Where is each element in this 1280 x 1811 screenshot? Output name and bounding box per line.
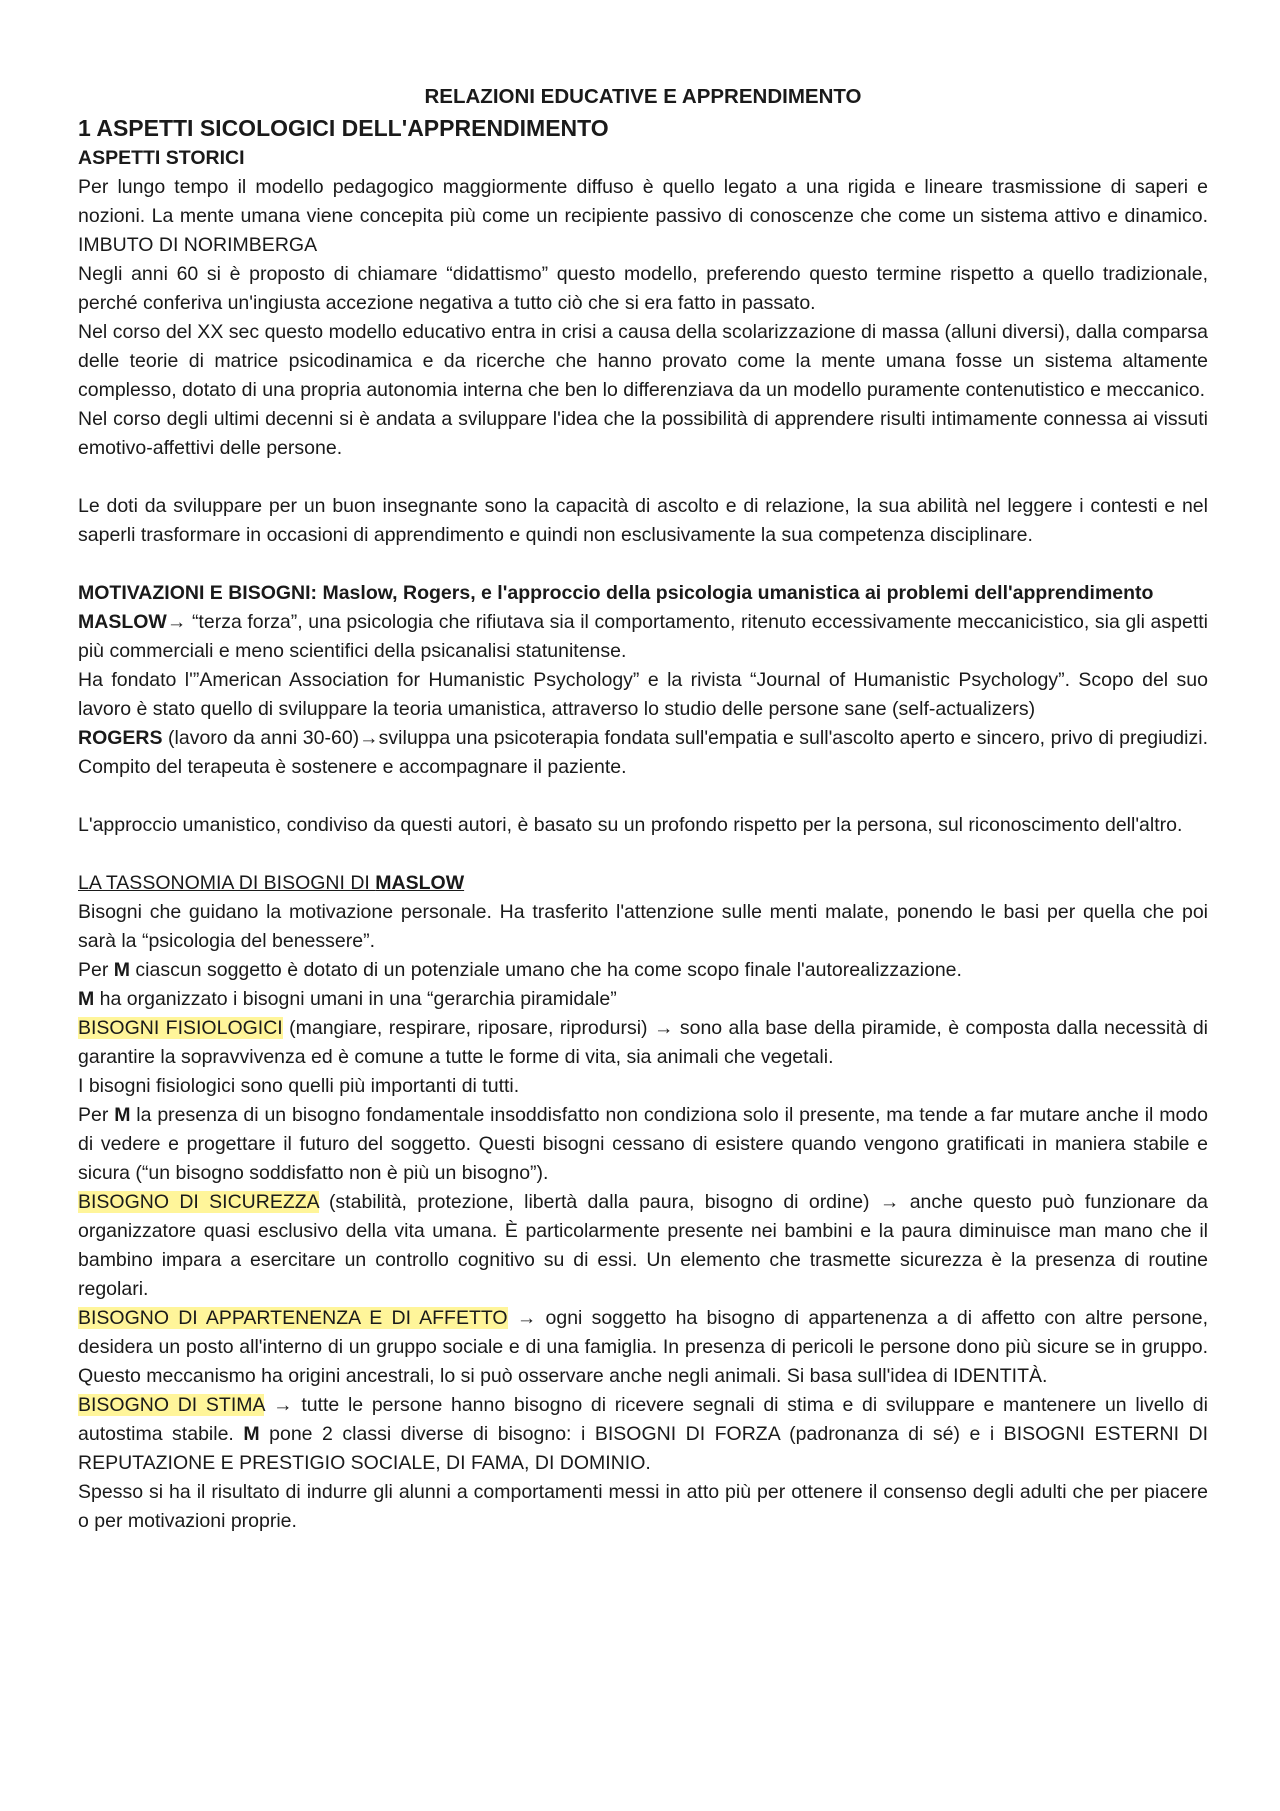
text: → ogni soggetto ha bisogno di appartenenza a di affetto con altre persone, desidera un posto all'interno di un gruppo sociale e di una famiglia. In presenza di pericoli le persone dono più sicure se in gruppo. Questo meccanismo ha origini ancestrali, lo si può osservare anche negli animali. Si basa sull'idea di IDENTITÀ. <box>78 1307 1209 1387</box>
document-title: RELAZIONI EDUCATIVE E APPRENDIMENTO <box>424 85 862 108</box>
rogers-label: ROGERS <box>78 727 163 749</box>
paragraph: Ha fondato l'”American Association for Humanistic Psychology” e la rivista “Journal of Humanistic Psychology”. Scopo del suo lavoro è stato quello di sviluppare la teoria umanistica, attraverso lo studio delle persone sane (self-actualizers) <box>78 669 1208 720</box>
paragraph-m2 <box>78 985 1208 1014</box>
paragraph: Nel corso degli ultimi decenni si è andata a sviluppare l'idea che la possibilità di apprendere risulti intimamente connessa ai vissuti emotivo-affettivi delle persone. <box>78 408 1208 459</box>
text: (stabilità, protezione, libertà dalla paura, bisogno di ordine) → anche questo può funzionare da organizzatore quasi esclusivo della vita umana. È particolarmente presente nei bambini e la paura diminuisce man mano che il bambino impara a esercitare un controllo cognitivo su di essi. Un elemento che trasmette sicurezza è la presenza di routine regolari. <box>78 1191 1208 1300</box>
paragraph: Spesso si ha il risultato di indurre gli alunni a comportamenti messi in atto più per ottenere il consenso degli adulti che per piacere o per motivazioni proprie. <box>78 1481 1208 1532</box>
m-bold: M <box>113 959 131 981</box>
maslow-text: → “terza forza”, una psicologia che rifiutava sia il comportamento, ritenuto eccessivamente meccanicistico, sia gli aspetti più commerciali e meno scientifici della psicanalisi statunitense. <box>78 611 1208 662</box>
text: pone 2 classi diverse di bisogno: i BISOGNI DI FORZA (padronanza di sé) e i BISOGNI ESTERNI DI REPUTAZIONE E PRESTIGIO SOCIALE, DI FAMA, DI DOMINIO. <box>78 1423 1208 1474</box>
paragraph: Per lungo tempo il modello pedagogico maggiormente diffuso è quello legato a una rigida e lineare trasmissione di saperi e nozioni. La mente umana viene concepita più come un recipiente passivo di conoscenze che come un sistema attivo e dinamico. IMBUTO DI NORIMBERGA <box>78 176 1208 256</box>
paragraph-rogers <box>78 724 1208 782</box>
text: (mangiare, respirare, riposare, riprodursi) → sono alla base della piramide, è composta dalla necessità di garantire la sopravvivenza ed è comune a tutte le forme di vita, sia animali che vegetali. <box>78 1017 1209 1068</box>
paragraph: I bisogni fisiologici sono quelli più importanti di tutti. <box>78 1075 520 1097</box>
tassonomia-prefix: LA TASSONOMIA DI BISOGNI DI <box>78 872 376 894</box>
paragraph: Nel corso del XX sec questo modello educativo entra in crisi a causa della scolarizzazione di massa (alluni diversi), dalla comparsa delle teorie di matrice psicodinamica e da ricerche che hanno provato come la mente umana fosse un sistema altamente complesso, dotato di una propria autonomia interna che ben lo differenziava da un modello puramente contenutistico e meccanico. <box>78 321 1208 401</box>
text: Per <box>78 959 114 981</box>
section-heading: 1 ASPETTI SICOLOGICI DELL'APPRENDIMENTO <box>78 115 609 141</box>
rogers-text: (lavoro da anni 30-60)→sviluppa una psicoterapia fondata sull'empatia e sull'ascolto aperto e sincero, privo di pregiudizi. Compito del terapeuta è sostenere e accompagnare il paziente. <box>78 727 1208 778</box>
paragraph-appartenenza <box>78 1304 1208 1391</box>
paragraph: L'approccio umanistico, condiviso da questi autori, è basato su un profondo rispetto per la persona, sul riconoscimento dell'altro. <box>78 814 1183 836</box>
paragraph-stima <box>78 1391 1208 1478</box>
text: → tutte le persone hanno bisogno di ricevere segnali di stima e di sviluppare e mantenere un livello di autostima stabile. <box>78 1394 1208 1445</box>
subheading-tassonomia <box>78 869 1208 898</box>
subheading-motivazioni: MOTIVAZIONI E BISOGNI: Maslow, Rogers, e l'approccio della psicologia umanistica ai problemi dell'apprendimento <box>78 582 1154 604</box>
highlight-stima: BISOGNO DI STIMA <box>78 1394 265 1416</box>
text: ciascun soggetto è dotato di un potenziale umano che ha come scopo finale l'autorealizzazione. <box>130 959 962 981</box>
paragraph-fisiologici <box>78 1014 1208 1072</box>
paragraph: Bisogni che guidano la motivazione personale. Ha trasferito l'attenzione sulle menti malate, ponendo le basi per quella che poi sarà la “psicologia del benessere”. <box>78 901 1208 952</box>
m-bold: M <box>78 988 95 1010</box>
paragraph-m1 <box>78 956 1208 985</box>
text: Per <box>78 1104 115 1126</box>
paragraph-sicurezza <box>78 1188 1208 1304</box>
subheading-aspetti-storici: ASPETTI STORICI <box>78 147 245 169</box>
paragraph-maslow <box>78 608 1208 666</box>
highlight-fisiologici: BISOGNI FISIOLOGICI <box>78 1017 283 1039</box>
paragraph: Negli anni 60 si è proposto di chiamare “didattismo” questo modello, preferendo questo termine rispetto a quello tradizionale, perché conferiva un'ingiusta accezione negativa a tutto ciò che si era fatto in passato. <box>78 263 1208 314</box>
paragraph-m3 <box>78 1101 1208 1188</box>
m-bold: M <box>114 1104 131 1126</box>
text: ha organizzato i bisogni umani in una “gerarchia piramidale” <box>94 988 617 1010</box>
m-bold: M <box>243 1423 260 1445</box>
highlight-appartenenza: BISOGNO DI APPARTENENZA E DI AFFETTO <box>78 1307 508 1329</box>
document-page <box>78 82 1208 1536</box>
maslow-label: MASLOW <box>78 611 167 633</box>
highlight-sicurezza: BISOGNO DI SICUREZZA <box>78 1191 319 1213</box>
tassonomia-bold: MASLOW <box>375 872 465 894</box>
text: la presenza di un bisogno fondamentale insoddisfatto non condiziona solo il presente, ma tende a far mutare anche il modo di vedere e progettare il futuro del soggetto. Questi bisogni cessano di esistere quando vengono gratificati in maniera stabile e sicura (“un bisogno soddisfatto non è più un bisogno”). <box>78 1104 1209 1184</box>
paragraph: Le doti da sviluppare per un buon insegnante sono la capacità di ascolto e di relazione, la sua abilità nel leggere i contesti e nel saperli trasformare in occasioni di apprendimento e quindi non esclusivamente la sua competenza disciplinare. <box>78 495 1208 546</box>
